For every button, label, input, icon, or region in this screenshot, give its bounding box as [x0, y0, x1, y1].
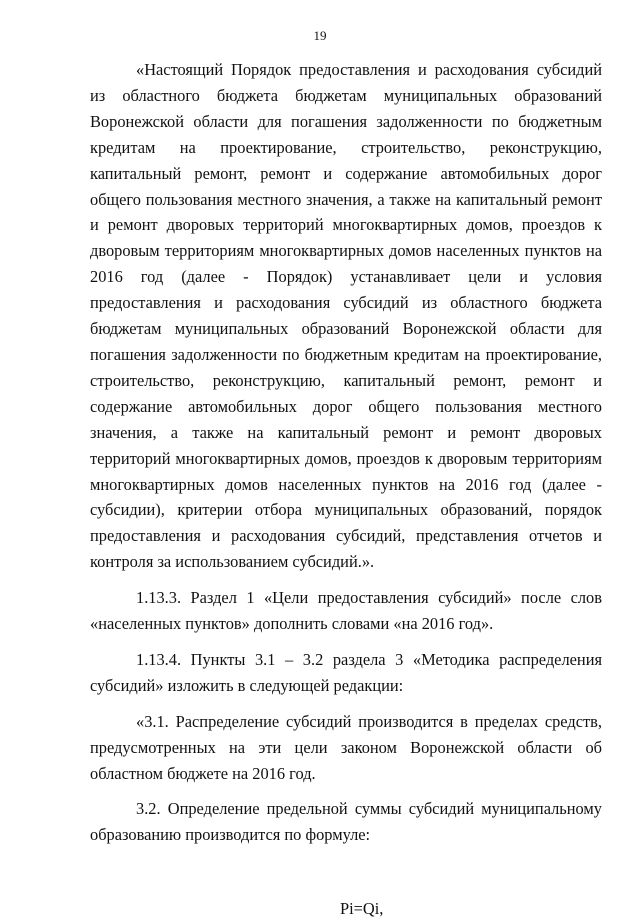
formula: Pi=Qi,: [340, 899, 384, 919]
paragraph-3-1: «3.1. Распределение субсидий производится в пределах средств, предусмотренных на эти цели законом Воронежской области об областном бюджете на 2016 год.: [90, 711, 602, 783]
paragraph-3-2: 3.2. Определение предельной суммы субсидий муниципальному образованию производится по формуле:: [90, 799, 602, 845]
paragraph-order-purpose: «Настоящий Порядок предоставления и расходования субсидий из областного бюджета бюджетам муниципальных образований Воронежской области для погашения задолженности по бюджетным кредитам на проектирование, строительство, реконструкцию, капитальный ремонт, ремонт и содержание автомобильных дорог общего пользования местного значения, а также на капитальный ремонт и ремонт дворовых территорий многоквартирных домов, проездов к дворовым территориям многоквартирных домов населенных пунктов на 2016 год (далее - Порядок) устанавливает цели и условия предоставления и расходования субсидий из областного бюджета бюджетам муниципальных образований Воронежской области для погашения задолженности по бюджетным кредитам на проектирование, строительство, реконструкцию, капитальный ремонт, ремонт и содержание автомобильных дорог общего пользования местного значения, а также на капитальный ремонт и ремонт дворовых территорий многоквартирных домов, проездов к дворовым территориям многоквартирных домов населенных пунктов на 2016 год (далее - субсидии), критерии отбора муниципальных образований, порядок предоставления и расходования субсидий, представления отчетов и контроля за использованием субсидий.».: [90, 60, 602, 572]
paragraph-1-13-3: 1.13.3. Раздел 1 «Цели предоставления субсидий» после слов «населенных пунктов» дополнить словами «на 2016 год».: [90, 588, 602, 634]
page-number: 19: [313, 28, 327, 43]
paragraph-1-13-4: 1.13.4. Пункты 3.1 – 3.2 раздела 3 «Методика распределения субсидий» изложить в следующей редакции:: [90, 649, 602, 695]
document-body: [90, 57, 602, 922]
